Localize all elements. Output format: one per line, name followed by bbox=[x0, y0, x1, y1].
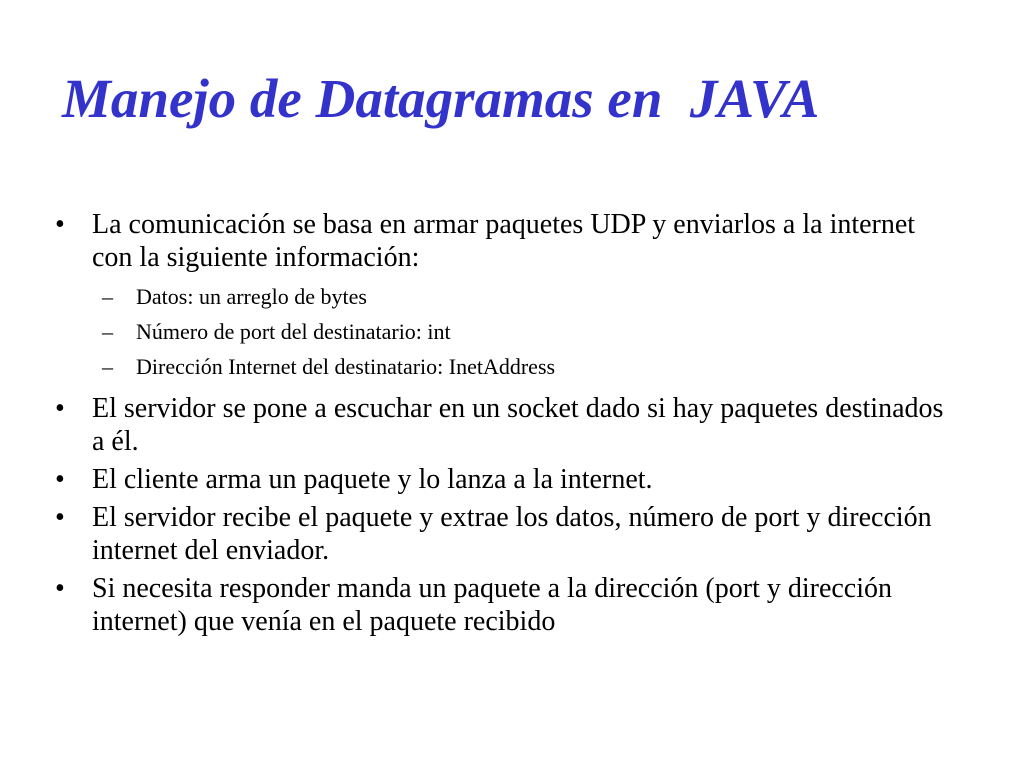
sub-bullet-item bbox=[92, 279, 955, 314]
sub-bullet-text: Datos: un arreglo de bytes bbox=[136, 284, 367, 309]
dash-icon: – bbox=[102, 319, 113, 344]
bullet-text: El cliente arma un paquete y lo lanza a la internet. bbox=[92, 464, 653, 495]
dash-icon: – bbox=[102, 354, 113, 379]
dash-icon: – bbox=[102, 284, 113, 309]
slide-title: Manejo de Datagramas en JAVA bbox=[62, 68, 820, 129]
bullet-item bbox=[55, 208, 955, 384]
bullet-icon: • bbox=[55, 209, 65, 240]
bullet-item bbox=[55, 463, 955, 496]
bullet-item bbox=[55, 572, 955, 638]
bullet-item bbox=[55, 392, 955, 458]
sub-bullet-text: Número de port del destinatario: int bbox=[136, 319, 451, 344]
bullet-item bbox=[55, 501, 955, 567]
bullet-icon: • bbox=[55, 464, 65, 495]
bullet-icon: • bbox=[55, 393, 65, 424]
bullet-text: La comunicación se basa en armar paquetes UDP y enviarlos a la internet con la siguiente información: bbox=[92, 209, 916, 273]
bullet-list bbox=[55, 208, 955, 643]
sub-bullet-item bbox=[92, 349, 955, 384]
sub-bullet-list bbox=[92, 279, 955, 384]
sub-bullet-item bbox=[92, 314, 955, 349]
bullet-icon: • bbox=[55, 502, 65, 533]
bullet-text: El servidor se pone a escuchar en un socket dado si hay paquetes destinados a él. bbox=[92, 393, 944, 457]
sub-bullet-text: Dirección Internet del destinatario: InetAddress bbox=[136, 354, 556, 379]
bullet-text: Si necesita responder manda un paquete a la dirección (port y dirección internet) que venía en el paquete recibido bbox=[92, 573, 893, 637]
bullet-icon: • bbox=[55, 573, 65, 604]
bullet-text: El servidor recibe el paquete y extrae los datos, número de port y dirección internet del enviador. bbox=[92, 502, 932, 566]
